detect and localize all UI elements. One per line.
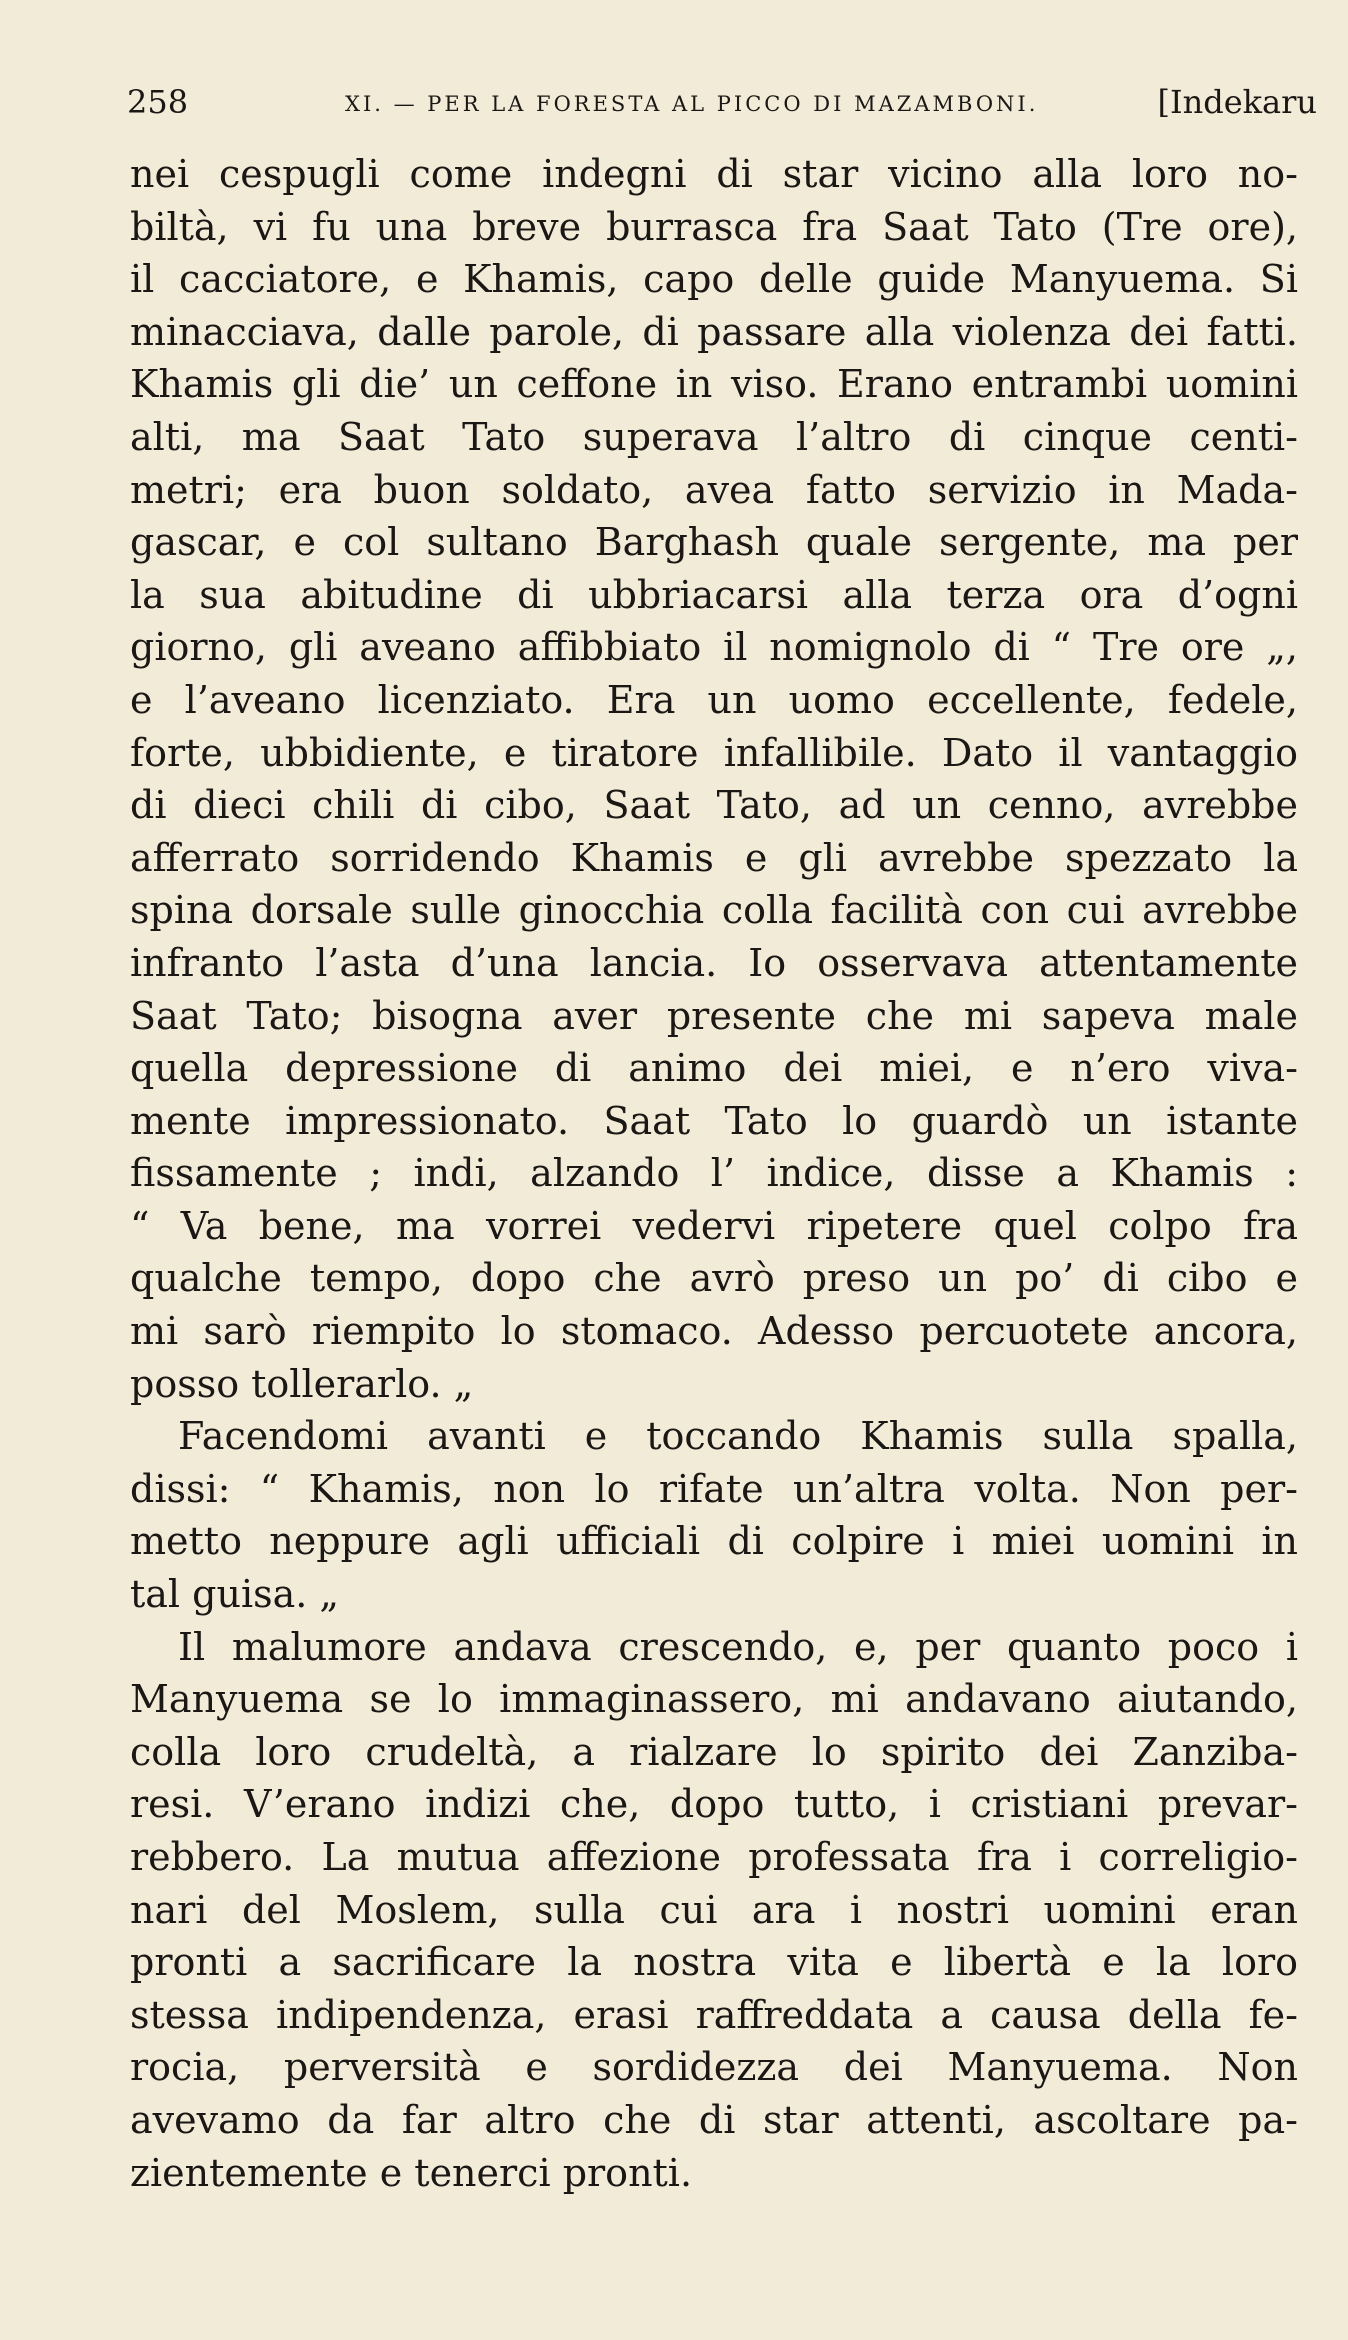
- text-line: gascar, e col sultano Barghash quale sergente, ma per: [130, 520, 1298, 565]
- paragraph-start-line: Facendomi avanti e toccando Khamis sulla spalla,: [178, 1414, 1298, 1459]
- paragraph-end-line: tal guisa. „: [130, 1572, 340, 1617]
- running-head: [127, 78, 1317, 126]
- text-line: rebbero. La mutua affezione professata fra i correligio-: [130, 1835, 1298, 1879]
- text-line: dissi: “ Khamis, non lo rifate un’altra volta. Non per-: [130, 1466, 1298, 1511]
- text-line: colla loro crudeltà, a rialzare lo spirito dei Zanziba-: [130, 1729, 1298, 1774]
- text-line: rocia, perversità e sordidezza dei Manyuema. Non: [130, 2045, 1298, 2090]
- text-line: la sua abitudine di ubbriacarsi alla terza ora d’ogni: [130, 572, 1298, 617]
- body-text: [130, 148, 1298, 2199]
- text-line: quella depressione di animo dei miei, e n’ero viva-: [130, 1046, 1298, 1091]
- text-line: alti, ma Saat Tato superava l’altro di cinque centi-: [130, 414, 1298, 459]
- chapter-title: XI. — PER LA FORESTA AL PICCO DI MAZAMBONI.: [345, 92, 1039, 116]
- text-line: nari del Moslem, sulla cui ara i nostri uomini eran: [130, 1887, 1298, 1932]
- text-line: mi sarò riempito lo stomaco. Adesso percuotete ancora,: [130, 1309, 1298, 1354]
- text-line: biltà, vi fu una breve burrasca fra Saat Tato (Tre ore),: [130, 204, 1298, 249]
- paragraph-start-line: Il malumore andava crescendo, e, per quanto poco i: [178, 1624, 1298, 1669]
- text-line: fissamente ; indi, alzando l’ indice, disse a Khamis :: [130, 1151, 1298, 1196]
- paragraph-end-line: posso tollerarlo. „: [130, 1361, 474, 1406]
- text-line: infranto l’asta d’una lancia. Io osservava attentamente: [130, 940, 1298, 985]
- text-line: stessa indipendenza, erasi raffreddata a causa della fe-: [130, 1992, 1298, 2037]
- text-line: Khamis gli die’ un ceffone in viso. Erano entrambi uomini: [130, 362, 1298, 407]
- text-line: “ Va bene, ma vorrei vedervi ripetere quel colpo fra: [130, 1203, 1298, 1248]
- text-line: forte, ubbidiente, e tiratore infallibile. Dato il vantaggio: [130, 730, 1298, 775]
- running-head-note: [Indekaru: [1157, 83, 1317, 121]
- page-number: 258: [127, 83, 189, 121]
- text-line: afferrato sorridendo Khamis e gli avrebbe spezzato la: [130, 835, 1298, 880]
- text-line: Saat Tato; bisogna aver presente che mi sapeva male: [130, 993, 1298, 1038]
- paragraph-end-line: zientemente e tenerci pronti.: [130, 2150, 693, 2195]
- text-line: qualche tempo, dopo che avrò preso un po’ di cibo e: [130, 1256, 1298, 1301]
- text-line: spina dorsale sulle ginocchia colla facilità con cui avrebbe: [130, 888, 1298, 933]
- text-line: avevamo da far altro che di star attenti, ascoltare pa-: [130, 2097, 1298, 2142]
- text-line: e l’aveano licenziato. Era un uomo eccellente, fedele,: [130, 677, 1298, 722]
- text-line: pronti a sacrificare la nostra vita e libertà e la loro: [130, 1940, 1298, 1985]
- text-line: metto neppure agli ufficiali di colpire i miei uomini in: [130, 1519, 1298, 1564]
- text-line: resi. V’erano indizi che, dopo tutto, i cristiani prevar-: [130, 1782, 1298, 1827]
- text-line: mente impressionato. Saat Tato lo guardò un istante: [130, 1098, 1298, 1143]
- text-line: nei cespugli come indegni di star vicino alla loro no-: [130, 152, 1298, 196]
- text-line: Manyuema se lo immaginassero, mi andavano aiutando,: [130, 1677, 1298, 1722]
- text-line: di dieci chili di cibo, Saat Tato, ad un cenno, avrebbe: [130, 783, 1298, 828]
- text-line: giorno, gli aveano affibbiato il nomignolo di “ Tre ore „,: [130, 625, 1298, 670]
- text-line: il cacciatore, e Khamis, capo delle guide Manyuema. Si: [130, 257, 1298, 302]
- text-line: minacciava, dalle parole, di passare alla violenza dei fatti.: [130, 309, 1298, 354]
- text-line: metri; era buon soldato, avea fatto servizio in Mada-: [130, 467, 1298, 512]
